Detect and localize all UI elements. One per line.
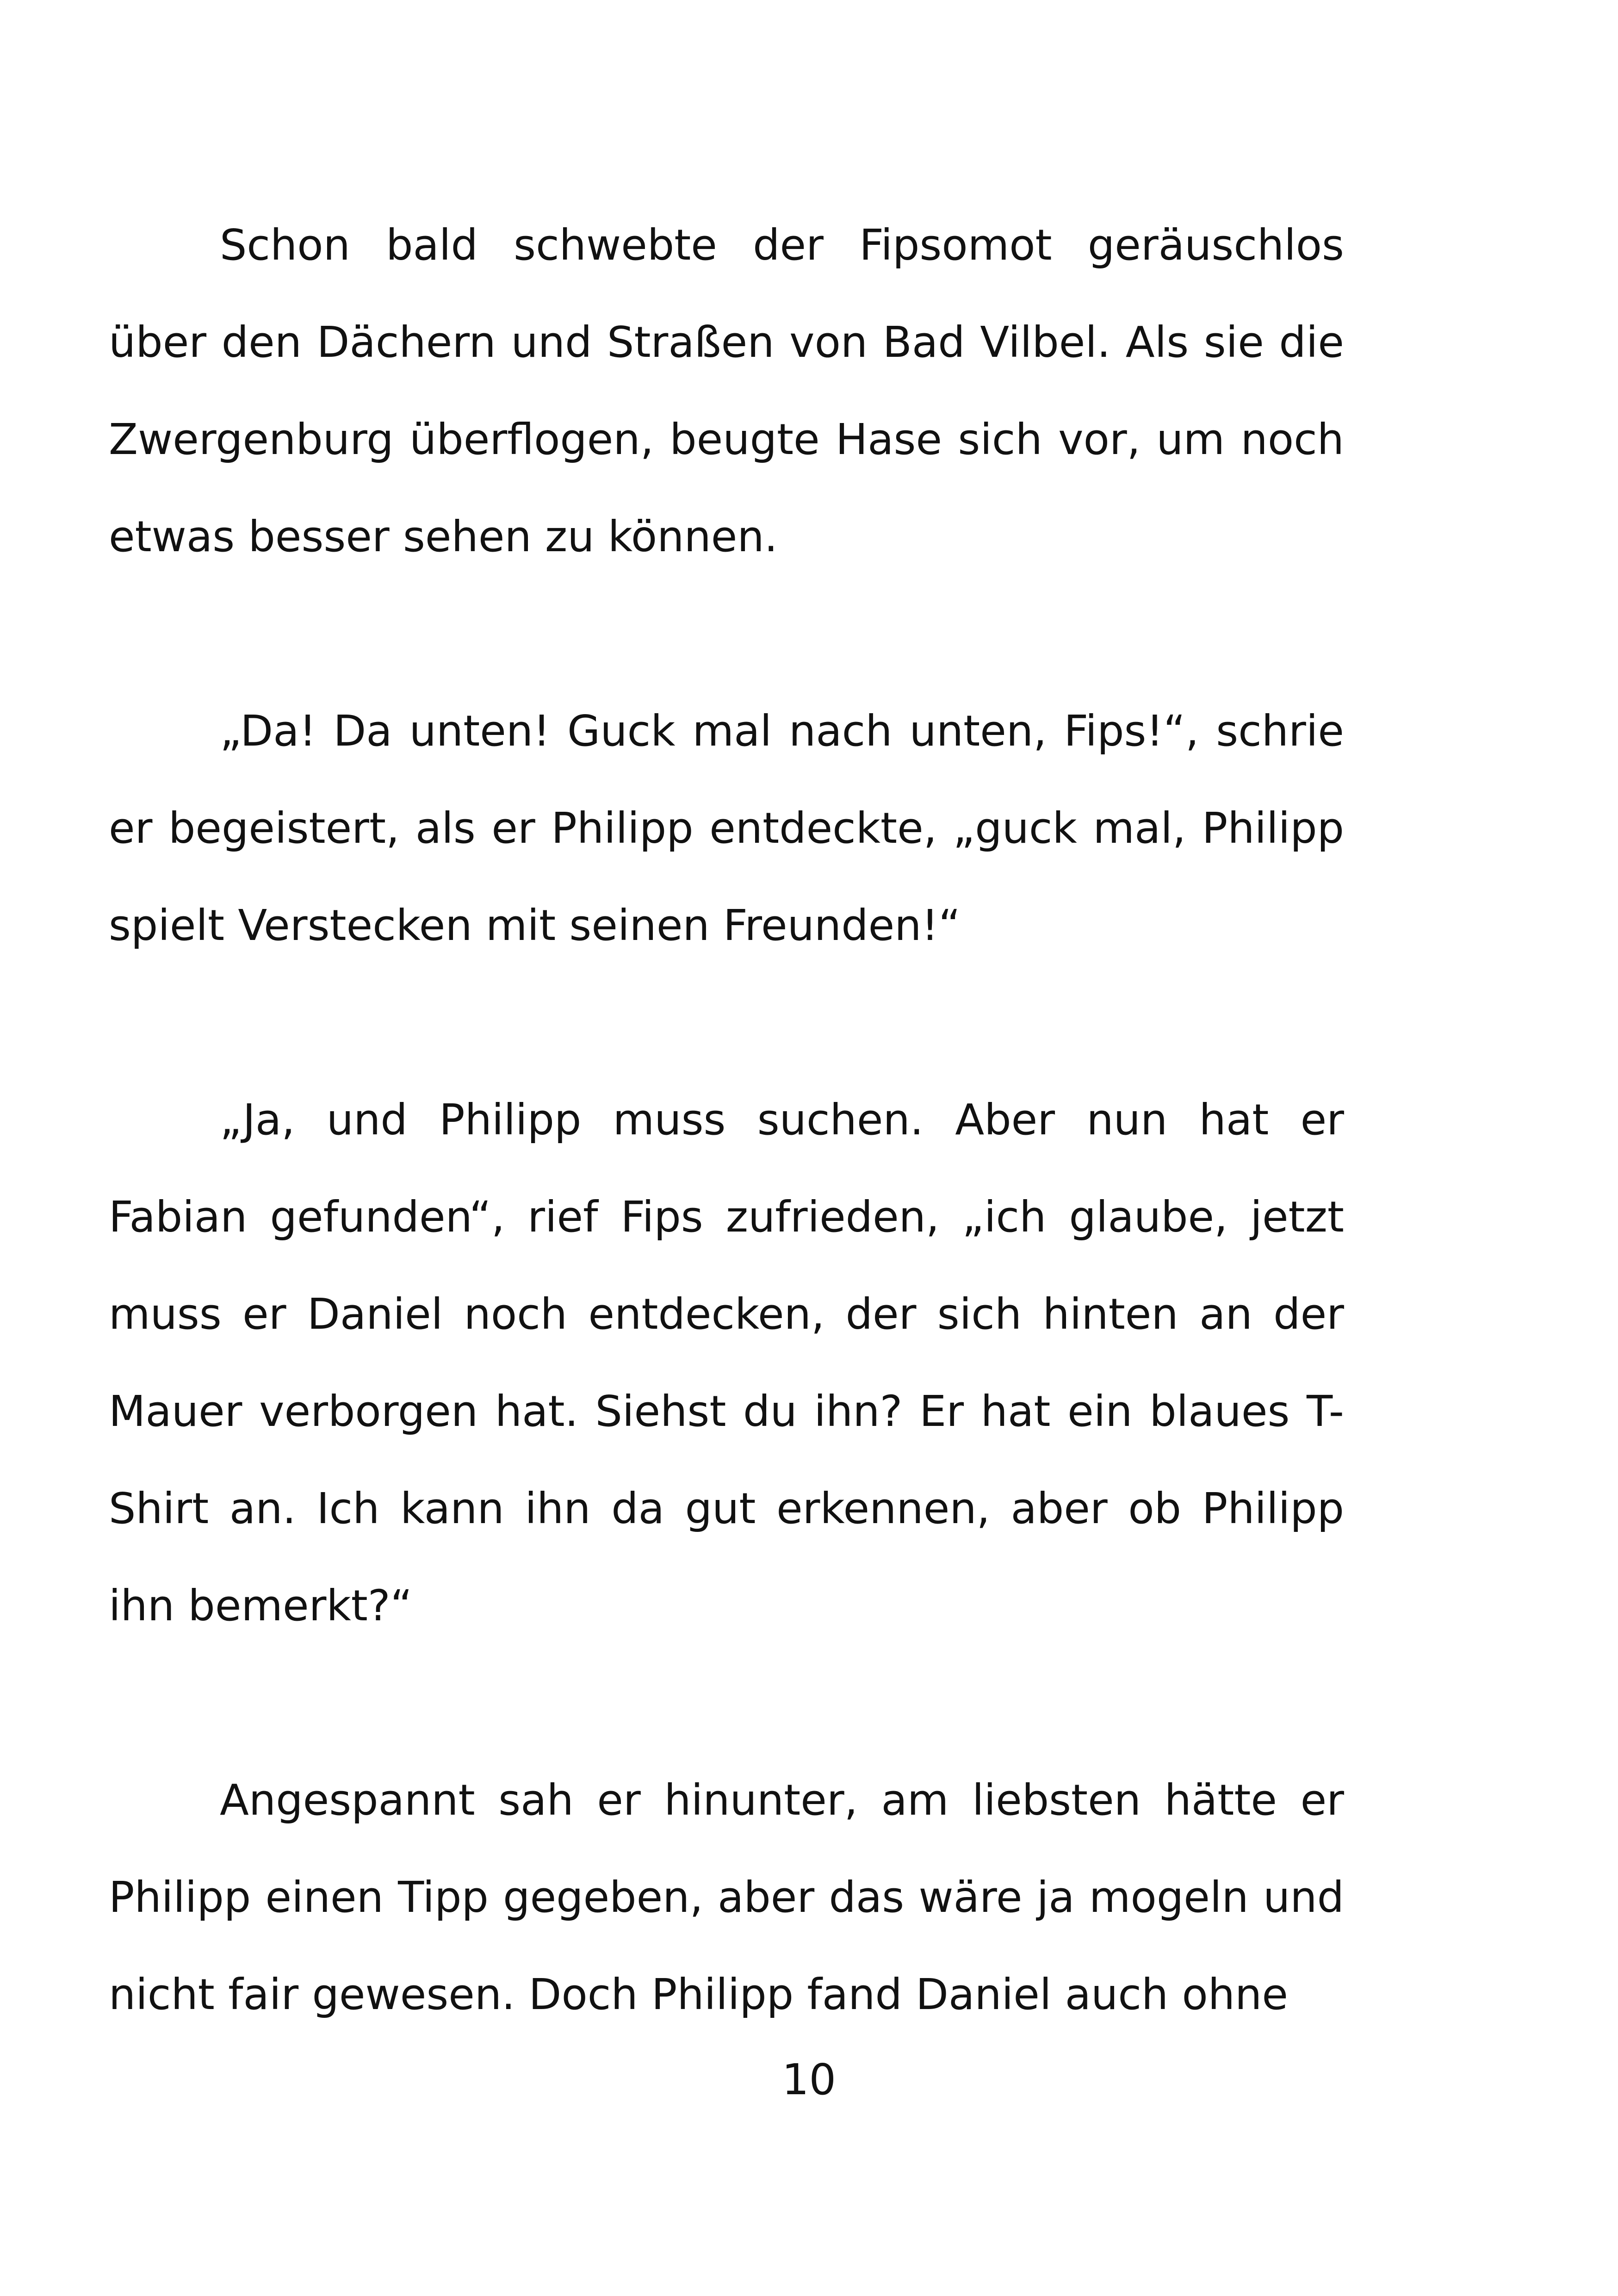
body-text — [109, 197, 1344, 2043]
paragraph-4: Angespannt sah er hinunter, am liebsten hätte er Philipp einen Tipp gegeben, aber das wäre ja mogeln und nicht fair gewesen. Doch Philipp fand Daniel auch ohne — [109, 1775, 1344, 2019]
page-number: 10 — [781, 2055, 837, 2104]
paragraph-3: „Ja, und Philipp muss suchen. Aber nun hat er Fabian gefunden“, rief Fips zufrieden, „ich glaube, jetzt muss er Daniel noch entdecken, der sich hinten an der Mauer verborgen hat. Siehst du ihn? Er hat ein blaues T-Shirt an. Ich kann ihn da gut erkennen, aber ob Philipp ihn bemerkt?“ — [109, 1095, 1344, 1630]
paragraph-2: „Da! Da unten! Guck mal nach unten, Fips!“, schrie er begeistert, als er Philipp entdeckte, „guck mal, Philipp spielt Verstecken mit seinen Freunden!“ — [109, 706, 1344, 950]
paragraph-1: Schon bald schwebte der Fipsomot geräuschlos über den Dächern und Straßen von Bad Vilbel. Als sie die Zwergenburg überflogen, beugte Hase sich vor, um noch etwas besser sehen zu können. — [109, 220, 1344, 561]
